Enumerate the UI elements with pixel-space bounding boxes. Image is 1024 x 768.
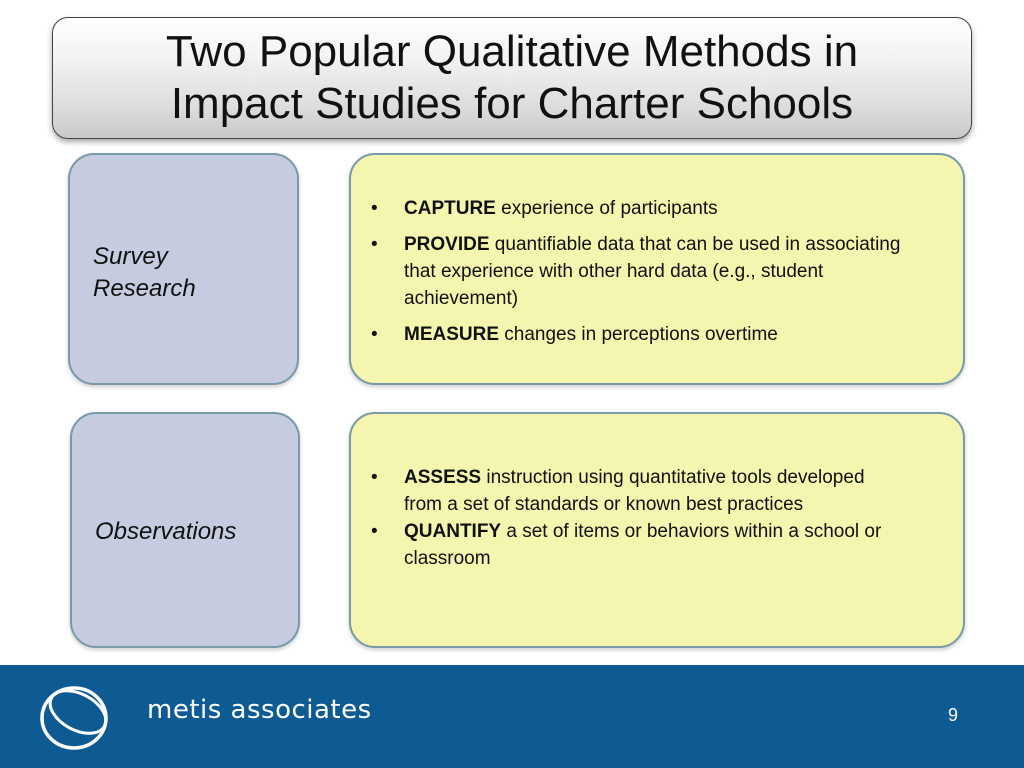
bullet-provide — [369, 231, 909, 312]
slide-title-line-1: Two Popular Qualitative Methods in — [165, 27, 859, 76]
bullet-quantify — [369, 518, 899, 572]
survey-research-content-box — [349, 153, 965, 385]
brand-name: metis associates — [147, 695, 372, 725]
observations-content-box — [349, 412, 965, 648]
bullet-text: quantifiable data that can be used in associating that experience with other hard data (e.g., student achievement) — [404, 234, 901, 309]
survey-research-label — [93, 241, 196, 305]
bullet-text: experience of participants — [495, 198, 718, 219]
survey-research-label-line-1: Survey — [93, 243, 168, 270]
bullet-keyword: CAPTURE — [404, 198, 496, 219]
observations-label — [95, 516, 236, 548]
bullet-text: instruction using quantitative tools developed from a set of standards or known best practices — [404, 467, 865, 515]
survey-research-label-box — [68, 153, 299, 385]
bullet-keyword: ASSESS — [404, 467, 482, 488]
bullet-text: changes in perceptions overtime — [499, 324, 778, 345]
bullet-assess — [369, 464, 899, 518]
survey-research-label-line-2: Research — [93, 275, 196, 302]
bullet-text: a set of items or behaviors within a school or classroom — [404, 521, 882, 569]
slide-title-line-2: Impact Studies for Charter Schools — [170, 79, 854, 128]
title-box — [52, 17, 972, 139]
bullet-capture — [369, 195, 909, 222]
observations-label-box — [70, 412, 300, 648]
observations-label-line-1: Observations — [95, 518, 237, 545]
metis-logo-icon — [34, 672, 118, 758]
bullet-keyword: MEASURE — [404, 324, 500, 345]
footer-bar — [0, 665, 1024, 768]
observations-bullet-list — [369, 464, 899, 572]
bullet-measure — [369, 321, 909, 348]
page-number: 9 — [948, 705, 959, 725]
survey-research-bullet-list — [369, 195, 909, 348]
slide-title — [166, 26, 858, 130]
bullet-keyword: QUANTIFY — [404, 521, 502, 542]
bullet-keyword: PROVIDE — [404, 234, 490, 255]
